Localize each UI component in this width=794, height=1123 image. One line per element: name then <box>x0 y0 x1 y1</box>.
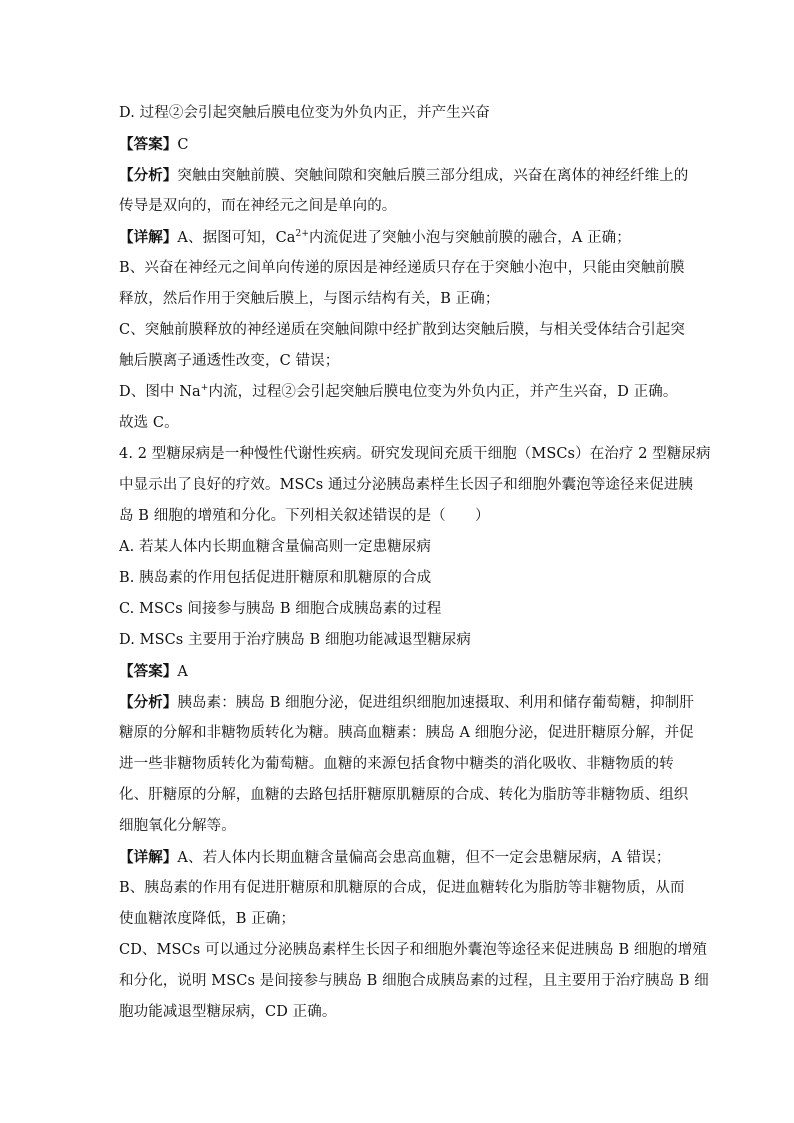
q4-option-b: B. 胰岛素的作用包括促进肝糖原和肌糖原的合成 <box>119 570 432 586</box>
answer-value: A <box>177 664 188 680</box>
superscript: 2+ <box>295 229 309 240</box>
q4-detail-cd: CD、MSCs 可以通过分泌胰岛素样生长因子和细胞外囊泡等途径来促进胰岛 B 细胞的增殖 <box>119 942 707 958</box>
analysis-tag: 【分析】 <box>119 694 178 711</box>
q3-detail-b: 释放，然后作用于突触后膜上，与图示结构有关，B 正确； <box>119 291 500 307</box>
q4-detail-cd: 和分化，说明 MSCs 是间接参与胰岛 B 细胞合成胰岛素的过程，且主要用于治疗胰岛 B 细 <box>119 973 709 989</box>
q4-analysis-line: 化、肝糖原的分解，血糖的去路包括肝糖原肌糖原的合成、转化为脂肪等非糖物质、组织 <box>119 787 689 803</box>
superscript: + <box>200 383 209 394</box>
q4-detail-a: 【详解】A、若人体内长期血糖含量偏高会患高血糖，但不一定会患糖尿病，A 错误； <box>119 849 671 866</box>
detail-tag: 【详解】 <box>119 229 178 246</box>
q4-option-d: D. MSCs 主要用于治疗胰岛 B 细胞功能减退型糖尿病 <box>119 632 472 648</box>
q4-analysis-line: 细胞氧化分解等。 <box>119 818 236 834</box>
q4-option-c: C. MSCs 间接参与胰岛 B 细胞合成胰岛素的过程 <box>119 601 442 617</box>
q3-detail-c: C、突触前膜释放的神经递质在突触间隙中经扩散到达突触后膜，与相关受体结合引起突 <box>119 322 685 338</box>
q3-analysis-line: 传导是双向的，而在神经元之间是单向的。 <box>119 198 397 214</box>
q3-detail-a: 【详解】A、据图可知，$Ca^{2+}$内流促进了突触小泡与突触前膜的融合，A 正确； <box>119 229 631 246</box>
q4-analysis-line: 进一些非糖物质转化为葡萄糖。血糖的来源包括食物中糖类的消化吸收、非糖物质的转 <box>119 756 674 772</box>
q4-detail-cd: 胞功能减退型糖尿病，CD 正确。 <box>119 1004 337 1020</box>
q4-stem: 4. 2 型糖尿病是一种慢性代谢性疾病。研究发现间充质干细胞（MSCs）在治疗 2 型糖尿病 <box>119 446 711 462</box>
answer-tag: 【答案】 <box>119 663 178 680</box>
q4-analysis-line: 【分析】胰岛素：胰岛 B 细胞分泌，促进组织细胞加速摄取、利用和储存葡萄糖，抑制肝 <box>119 694 694 711</box>
q3-detail-d: D、图中 Na+内流，过程②会引起突触后膜电位变为外负内正，并产生兴奋，D 正确。 <box>119 383 678 400</box>
q4-detail-b: B、胰岛素的作用有促进肝糖原和肌糖原的合成，促进血糖转化为脂肪等非糖物质，从而 <box>119 880 685 896</box>
answer-value: C <box>177 137 189 153</box>
q4-stem: 岛 B 细胞的增殖和分化。下列相关叙述错误的是（ ） <box>119 508 490 524</box>
q3-detail-c: 触后膜离子通透性改变，C 错误； <box>119 353 340 369</box>
answer-tag: 【答案】 <box>119 136 178 153</box>
analysis-tag: 【分析】 <box>119 167 178 184</box>
document-page <box>119 98 711 1028</box>
detail-tag: 【详解】 <box>119 849 178 866</box>
q4-stem: 中显示出了良好的疗效。MSCs 通过分泌胰岛素样生长因子和细胞外囊泡等途径来促进胰 <box>119 477 694 493</box>
q4-answer <box>119 656 679 687</box>
q4-option-a: A. 若某人体内长期血糖含量偏高则一定患糖尿病 <box>119 539 431 555</box>
q3-option-d: D. 过程②会引起突触后膜电位变为外负内正，并产生兴奋 <box>119 105 491 121</box>
q4-analysis-line: 糖原的分解和非糖物质转化为糖。胰高血糖素：胰岛 A 细胞分泌，促进肝糖原分解，并促 <box>119 725 694 741</box>
q3-detail-b: B、兴奋在神经元之间单向传递的原因是神经递质只存在于突触小泡中，只能由突触前膜 <box>119 260 685 276</box>
q3-answer <box>119 129 679 160</box>
q3-analysis-line: 【分析】突触由突触前膜、突触间隙和突触后膜三部分组成，兴奋在离体的神经纤维上的 <box>119 167 689 184</box>
q4-detail-b: 使血糖浓度降低，B 正确； <box>119 911 296 927</box>
q3-choose: 故选 C。 <box>119 415 179 431</box>
